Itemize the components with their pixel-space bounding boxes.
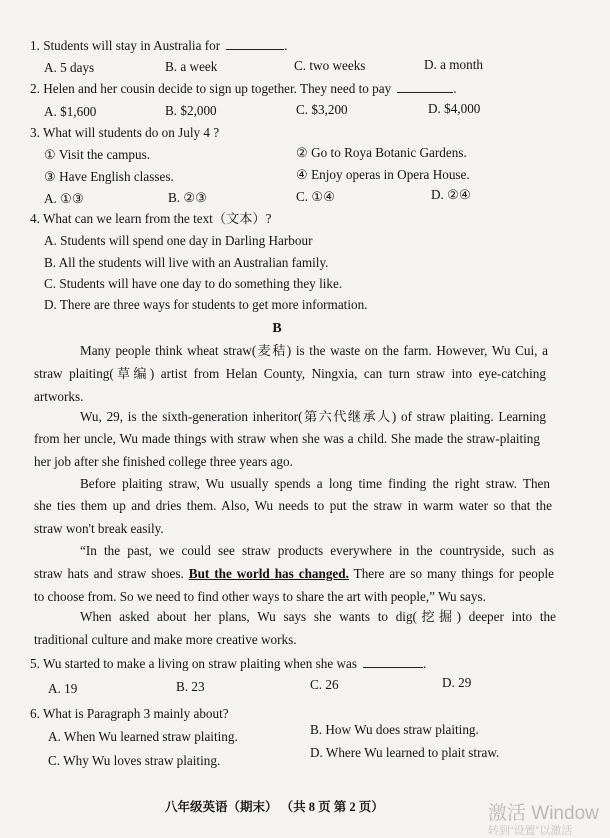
passage-line: When asked about her plans, Wu says she wants to dig(挖掘) deeper into the [80, 609, 556, 624]
option-a: A. 5 days [44, 60, 95, 75]
passage-line: Wu, 29, is the sixth-generation inheritor(第六代继承人) of straw plaiting. Learning [80, 409, 546, 424]
option-b: B. a week [165, 59, 218, 74]
question-4: 4. What can we learn from the text（文本）? [30, 211, 272, 226]
passage-line: she ties them up and dries them. Also, Wu needs to put the straw in warm water so that the [34, 498, 552, 513]
highlighted-sentence: But the world has changed. [188, 566, 349, 581]
option-c: C. Students will have one day to do something they like. [44, 276, 343, 291]
activation-watermark: 激活 Window [488, 803, 599, 824]
passage-line: “In the past, we could see straw products everywhere in the countryside, such as [80, 543, 554, 558]
choice-3: ③ Have English classes. [44, 169, 174, 184]
option-d: D. There are three ways for students to get more information. [44, 297, 368, 312]
page-footer: 八年级英语（期末） （共 8 页 第 2 页） [165, 800, 384, 814]
option-c: C. two weeks [294, 58, 366, 73]
passage-line: artworks. [34, 389, 84, 404]
option-d: D. ②④ [431, 187, 471, 202]
passage-line [34, 566, 554, 582]
answer-blank [363, 656, 423, 668]
option-d: D. Where Wu learned to plait straw. [310, 745, 500, 760]
option-b: B. 23 [176, 679, 205, 694]
question-stem-end: . [284, 38, 288, 53]
question-2 [30, 81, 457, 97]
passage-line: straw plaiting(草编) artist from Helan County, Ningxia, can turn straw into eye-catching [34, 366, 546, 381]
option-d: D. 29 [442, 675, 472, 690]
option-b: B. All the students will live with an Australian family. [44, 255, 329, 270]
question-stem-end: . [423, 656, 427, 671]
question-3: 3. What will students do on July 4 ? [30, 125, 220, 140]
passage-line: from her uncle, Wu made things with straw when she was a child. She made the straw-plaiting [34, 431, 540, 446]
option-a: A. When Wu learned straw plaiting. [48, 729, 238, 744]
option-a: A. ①③ [44, 191, 84, 206]
option-b: B. $2,000 [165, 103, 217, 118]
question-stem: 1. Students will stay in Australia for [30, 38, 221, 53]
choice-2: ② Go to Roya Botanic Gardens. [296, 145, 467, 160]
choice-1: ① Visit the campus. [44, 147, 151, 162]
option-a: A. $1,600 [44, 104, 97, 119]
answer-blank [397, 81, 453, 93]
option-c: C. ①④ [296, 189, 336, 204]
question-stem: 5. Wu started to make a living on straw plaiting when she was [30, 656, 358, 671]
option-b: B. ②③ [168, 190, 208, 205]
passage-line: Many people think wheat straw(麦秸) is the waste on the farm. However, Wu Cui, a [80, 343, 548, 358]
question-5 [30, 656, 426, 672]
option-a: A. 19 [48, 681, 78, 696]
choice-4: ④ Enjoy operas in Opera House. [296, 167, 470, 182]
option-d: D. a month [424, 57, 483, 72]
passage-text: There are so many things for people [353, 566, 554, 581]
passage-text: straw hats and straw shoes. [34, 566, 184, 581]
question-stem-end: . [453, 81, 457, 96]
question-6: 6. What is Paragraph 3 mainly about? [30, 706, 229, 721]
passage-line: her job after she finished college three years ago. [34, 454, 293, 469]
option-c: C. $3,200 [296, 102, 348, 117]
option-c: C. 26 [310, 677, 339, 692]
answer-blank [226, 38, 284, 50]
passage-line: Before plaiting straw, Wu usually spends a long time finding the right straw. Then [80, 476, 550, 491]
option-a: A. Students will spend one day in Darling Harbour [44, 233, 313, 248]
question-1 [30, 38, 287, 54]
option-c: C. Why Wu loves straw plaiting. [48, 753, 221, 768]
activation-watermark-sub: 转到“设置”以激活 [488, 825, 573, 837]
passage-line: straw won't break easily. [34, 521, 164, 536]
option-b: B. How Wu does straw plaiting. [310, 722, 479, 737]
passage-line: traditional culture and make more creative works. [34, 632, 297, 647]
question-stem: 2. Helen and her cousin decide to sign up together. They need to pay [30, 81, 392, 96]
option-d: D. $4,000 [428, 101, 481, 116]
passage-line: to choose from. So we need to find other ways to share the art with people,” Wu says. [34, 589, 486, 604]
section-heading: B [272, 321, 282, 336]
